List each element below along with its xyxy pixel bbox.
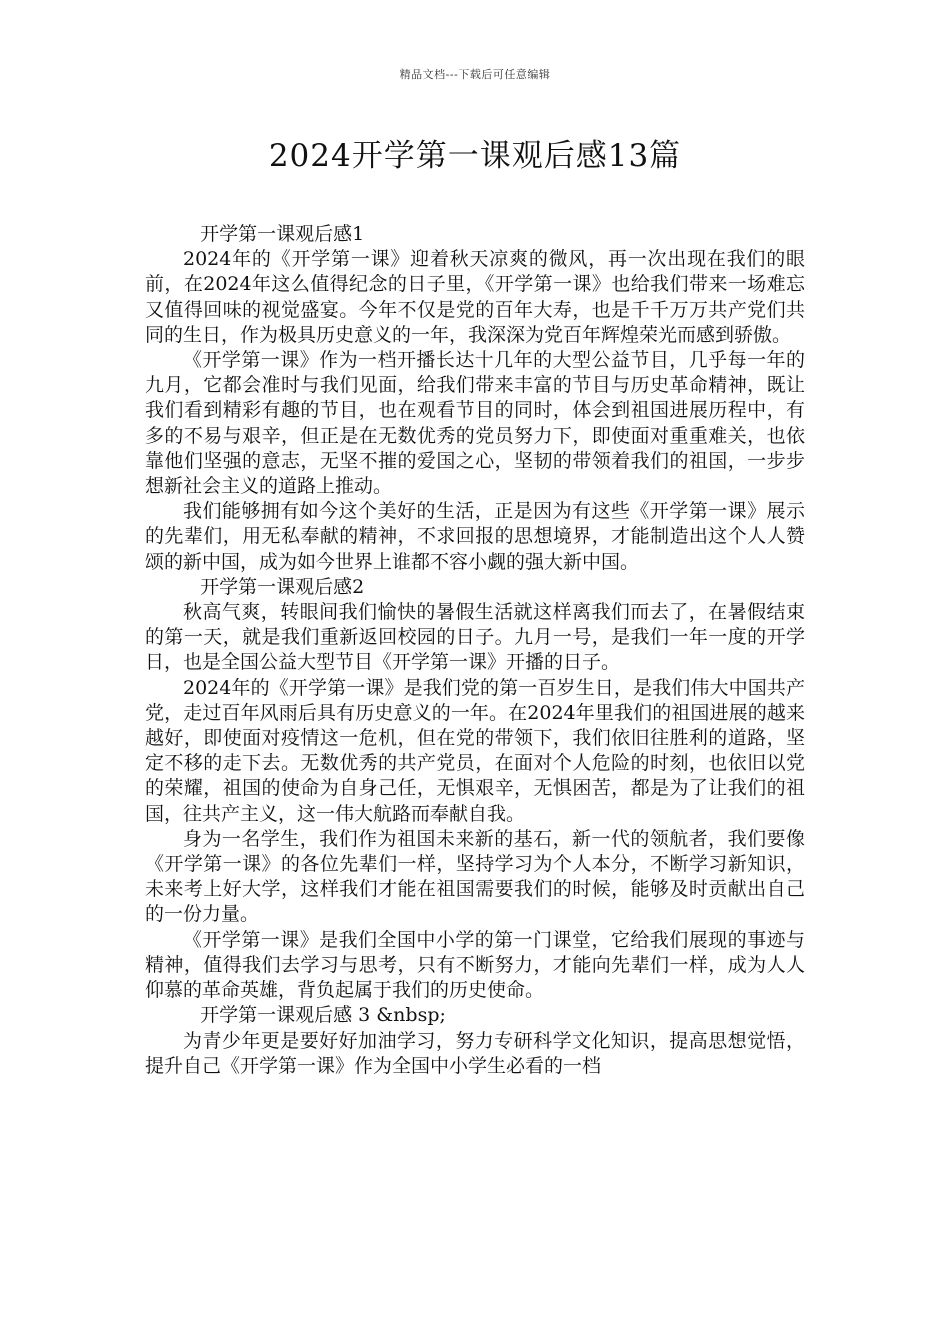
body-paragraph: 《开学第一课》是我们全国中小学的第一门课堂，它给我们展现的事迹与精神，值得我们去学习与思考，只有不断努力，才能向先辈们一样，成为人人仰慕的革命英雄，背负起属于我们的历史使命。 (145, 928, 805, 1002)
body-paragraph: 秋高气爽，转眼间我们愉快的暑假生活就这样离我们而去了，在暑假结束的第一天，就是我们重新返回校园的日子。九月一号，是我们一年一度的开学日，也是全国公益大型节目《开学第一课》开播的日子。 (145, 601, 805, 674)
body-paragraph: 身为一名学生，我们作为祖国未来新的基石，新一代的领航者，我们要像《开学第一课》的各位先辈们一样，坚持学习为个人本分，不断学习新知识，未来考上好大学，这样我们才能在祖国需要我们的时候，能够及时贡献出自己的一份力量。 (145, 827, 805, 926)
section-heading: 开学第一课观后感 3 &nbsp; (200, 1004, 446, 1027)
document-body (145, 222, 805, 1079)
body-paragraph: 为青少年更是要好好加油学习，努力专研科学文化知识，提高思想觉悟，提升自己《开学第一课》作为全国中小学生必看的一档 (145, 1029, 805, 1077)
body-paragraph: 2024年的《开学第一课》迎着秋天凉爽的微风，再一次出现在我们的眼前，在2024年这么值得纪念的日子里，《开学第一课》也给我们带来一场难忘又值得回味的视觉盛宴。今年不仅是党的百年大寿，也是千千万万共产党们共同的生日，作为极具历史意义的一年，我深深为党百年辉煌荣光而感到骄傲。 (145, 248, 805, 346)
section-heading: 开学第一课观后感1 (200, 223, 365, 245)
document-title: 2024开学第一课观后感13篇 (268, 138, 682, 174)
body-paragraph: 《开学第一课》作为一档开播长达十几年的大型公益节目，几乎每一年的九月，它都会准时与我们见面，给我们带来丰富的节目与历史革命精神，既让我们看到精彩有趣的节目，也在观看节目的同时，体会到祖国进展历程中，有多的不易与艰辛，但正是在无数优秀的党员努力下，即使面对重重难关，也依靠他们坚强的意志，无坚不摧的爱国之心，坚韧的带领着我们的祖国，一步步想新社会主义的道路上推动。 (145, 349, 805, 498)
page-header-note: 精品文档---下载后可任意编辑 (399, 68, 551, 81)
body-paragraph: 我们能够拥有如今这个美好的生活，正是因为有这些《开学第一课》展示的先辈们，用无私奉献的精神，不求回报的思想境界，才能制造出这个人人赞颂的新中国，成为如今世界上谁都不容小觑的强大新中国。 (145, 500, 805, 573)
body-paragraph: 2024年的《开学第一课》是我们党的第一百岁生日，是我们伟大中国共产党，走过百年风雨后具有历史意义的一年。在2024年里我们的祖国进展的越来越好，即使面对疫情这一危机，但在党的带领下，我们依旧往胜利的道路，坚定不移的走下去。无数优秀的共产党员，在面对个人危险的时刻，也依旧以党的荣耀，祖国的使命为自身己任，无惧艰辛，无惧困苦，都是为了让我们的祖国，往共产主义，这一伟大航路而奉献自我。 (145, 676, 805, 825)
section-heading: 开学第一课观后感2 (200, 575, 365, 598)
